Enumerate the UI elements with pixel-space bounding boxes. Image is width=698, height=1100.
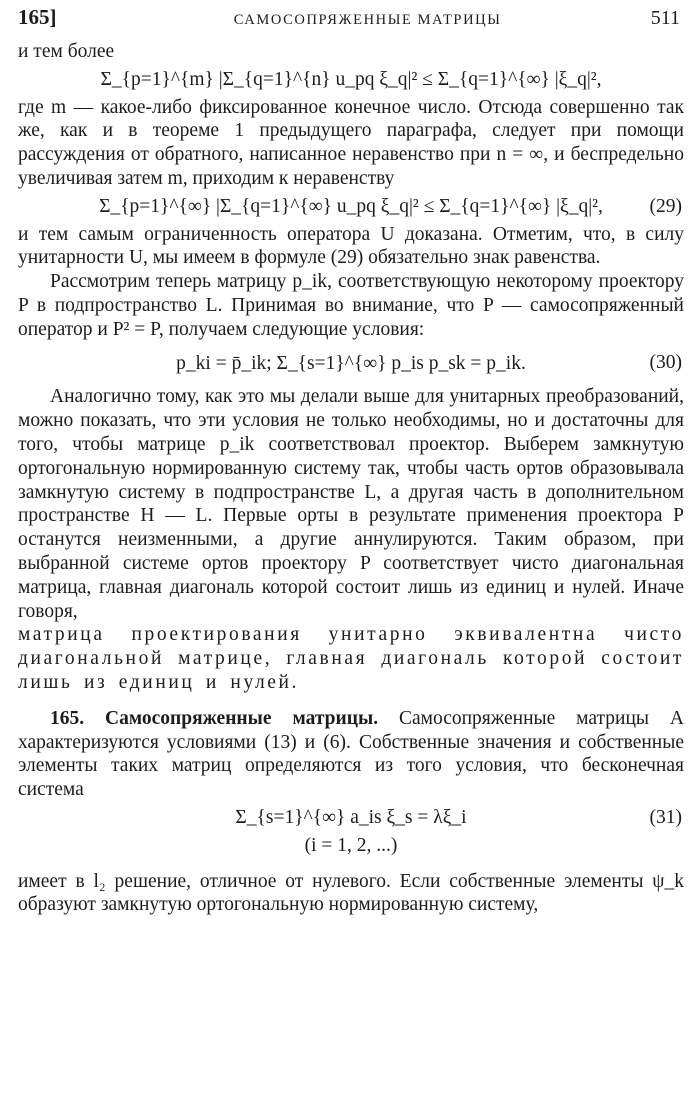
page-number: 511 — [650, 7, 680, 29]
running-header — [18, 6, 684, 40]
equation-text: p_ki = p̄_ik; Σ_{s=1}^{∞} p_is p_sk = p_ik. — [176, 352, 526, 374]
paragraph: Рассмотрим теперь матрицу p_ik, соответствующую некоторому проектору P в подпространство L. Принимая во внимание, что P — самосопряженный оператор и P² = P, получаем следующие условия: — [18, 271, 684, 340]
equation-31 — [18, 806, 684, 830]
equation-number: (30) — [649, 352, 682, 374]
page — [18, 6, 684, 917]
equation-text: Σ_{s=1}^{∞} a_is ξ_s = λξ_i — [235, 806, 467, 828]
section-paragraph — [18, 707, 684, 802]
paragraph: имеет в l₂ решение, отличное от нулевого. Если собственные элементы ψ_k образуют замкнутую ортогональную нормированную систему, — [18, 870, 684, 916]
text-line: и тем более — [18, 41, 115, 62]
paragraph-spaced: матрица проектирования унитарно эквивалентна чисто диагональной матрице, главная диагональ которой состоит лишь из единиц и нулей. — [18, 624, 684, 693]
equation-unnumbered — [18, 68, 684, 92]
running-title: САМОСОПРЯЖЕННЫЕ МАТРИЦЫ — [233, 12, 502, 28]
section-number: 165] — [18, 5, 57, 29]
paragraph: где m — какое-либо фиксированное конечное число. Отсюда совершенно так же, как и в теореме 1 предыдущего параграфа, следует при помощи рассуждения от обратного, написанное неравенство при n = ∞, и беспредельно увеличивая затем m, приходим к неравенству — [18, 96, 684, 189]
equation-text: Σ_{p=1}^{∞} |Σ_{q=1}^{∞} u_pq ξ_q|² ≤ Σ_{q=1}^{∞} |ξ_q|², — [99, 195, 603, 217]
equation-text: Σ_{p=1}^{m} |Σ_{q=1}^{n} u_pq ξ_q|² ≤ Σ_{q=1}^{∞} |ξ_q|², — [100, 68, 602, 90]
equation-30 — [18, 352, 684, 376]
section-heading: 165. Самосопряженные матрицы. — [50, 707, 379, 729]
equation-29 — [18, 195, 684, 219]
equation-condition: (i = 1, 2, ...) — [304, 834, 398, 856]
equation-number: (29) — [649, 195, 682, 217]
equation-number: (31) — [649, 806, 682, 828]
paragraph-text: Самосопряженные матрицы A характеризуются условиями (13) и (6). Собственные значения и собственные элементы таких матриц определяются из того условия, что бесконечная система — [18, 707, 684, 801]
paragraph: и тем самым ограниченность оператора U доказана. Отметим, что, в силу унитарности U, мы имеем в формуле (29) обязательно знак равенства. — [18, 223, 684, 269]
paragraph: Аналогично тому, как это мы делали выше для унитарных преобразований, можно показать, что эти условия не только необходимы, но и достаточны для того, чтобы матрице p_ik соответствовал проектор. Выберем замкнутую ортогональную нормированную систему так, чтобы часть ортов образовывала замкнутую систему в подпространстве L, а другая часть в дополнительном пространстве H — L. Первые орты в результате применения проектора P останутся неизменными, а другие аннулируются. Таким образом, при выбранной системе ортов проектору P соответствует чисто диагональная матрица, главная диагональ которой состоит лишь из единиц и нулей. Иначе говоря, — [18, 386, 684, 622]
